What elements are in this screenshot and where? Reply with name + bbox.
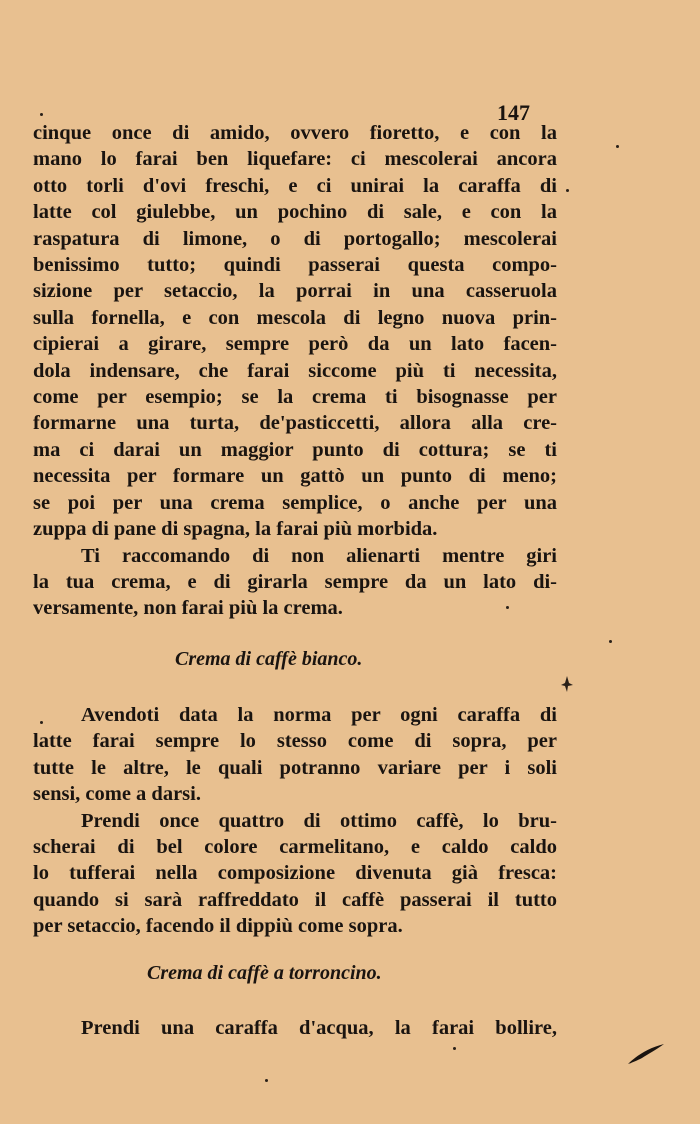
ink-speck — [616, 145, 619, 148]
text-line: lo tufferai nella composizione divenuta già fresca: — [33, 862, 557, 885]
ink-speck — [265, 1079, 268, 1082]
paragraph-first-line: Prendi once quattro di ottimo caffè, lo bru- — [81, 809, 557, 832]
text-line: zuppa di pane di spagna, la farai più morbida. — [33, 518, 438, 541]
text-line: benissimo tutto; quindi passerai questa compo- — [33, 254, 557, 277]
paragraph-first-line: Prendi una caraffa d'acqua, la farai bollire, — [81, 1017, 557, 1039]
text-line: latte farai sempre lo stesso come di sopra, per — [33, 730, 557, 753]
text-line: latte col giulebbe, un pochino di sale, e con la — [33, 201, 557, 224]
recipe-text-block-2 — [33, 702, 557, 940]
text-line: necessita per formare un gattò un punto di meno; — [33, 465, 557, 488]
text-line: sensi, come a darsi. — [33, 783, 201, 806]
text-line: otto torli d'ovi freschi, e ci unirai la caraffa di — [33, 174, 557, 197]
text-line: ma ci darai un maggior punto di cottura; se ti — [33, 438, 557, 461]
text-line: quando si sarà raffreddato il caffè passerai il tutto — [33, 888, 557, 911]
paragraph-first-line: Ti raccomando di non alienarti mentre giri — [81, 544, 557, 567]
ink-blot-mark — [561, 676, 573, 692]
text-line: cipierai a girare, sempre però da un lato facen- — [33, 333, 557, 356]
text-line: sizione per setaccio, la porrai in una casseruola — [33, 280, 557, 303]
text-line: per setaccio, facendo il dippiù come sopra. — [33, 915, 403, 938]
ink-speck — [566, 189, 569, 192]
text-line: la tua crema, e di girarla sempre da un lato di- — [33, 570, 557, 593]
text-line: mano lo farai ben liquefare: ci mescolerai ancora — [33, 148, 557, 171]
paragraph-first-line: Avendoti data la norma per ogni caraffa di — [81, 704, 557, 726]
text-line: cinque once di amido, ovvero fioretto, e con la — [33, 122, 557, 144]
text-line: raspatura di limone, o di portogallo; mescolerai — [33, 227, 557, 250]
text-line: formarne una turta, de'pasticcetti, allora alla cre- — [33, 412, 557, 435]
ink-speck — [40, 113, 43, 116]
section-heading: Crema di caffè bianco. — [175, 648, 363, 670]
text-line: dola indensare, che farai siccome più ti necessita, — [33, 359, 557, 382]
text-line: tutte le altre, le quali potranno variare per i soli — [33, 756, 557, 779]
recipe-text-block-1 — [33, 120, 557, 622]
text-line: se poi per una crema semplice, o anche per una — [33, 491, 557, 514]
ink-speck — [609, 640, 612, 643]
text-line: versamente, non farai più la crema. — [33, 597, 343, 620]
page-number: 147 — [497, 100, 530, 125]
ink-speck — [40, 721, 43, 724]
text-line: sulla fornella, e con mescola di legno nuova prin- — [33, 306, 557, 329]
quill-smudge-mark — [626, 1040, 666, 1066]
ink-speck — [506, 606, 509, 609]
text-line: scherai di bel colore carmelitano, e caldo caldo — [33, 836, 557, 859]
text-line: come per esempio; se la crema ti bisognasse per — [33, 386, 557, 409]
ink-speck — [453, 1047, 456, 1050]
section-heading: Crema di caffè a torroncino. — [147, 962, 382, 984]
recipe-text-block-3 — [33, 1015, 557, 1041]
